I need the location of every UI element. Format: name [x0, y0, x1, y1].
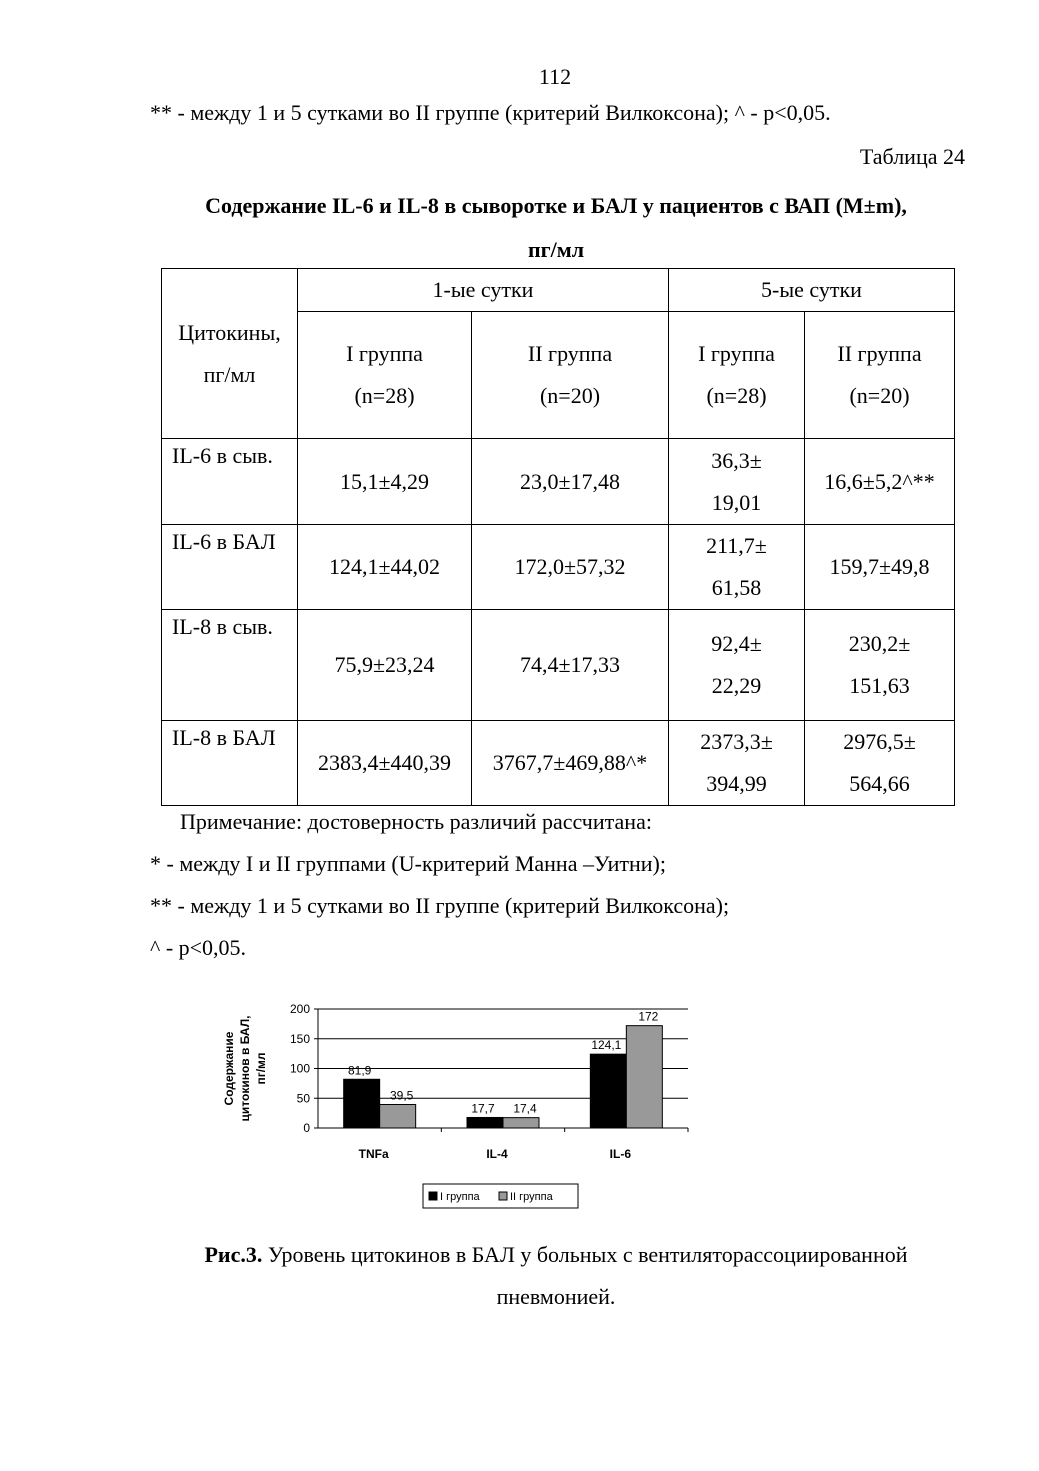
- cell-line: 2976,5±: [843, 729, 916, 754]
- group-header: [298, 312, 472, 439]
- table-cell: [805, 610, 955, 721]
- cell-line: 19,01: [711, 489, 762, 515]
- row-label: IL-6 в сыв.: [162, 439, 298, 525]
- table-title-line2: пг/мл: [527, 237, 585, 262]
- bar: [590, 1054, 626, 1128]
- bar: [626, 1026, 662, 1128]
- cell-line: 564,66: [849, 771, 910, 796]
- table-cell: 15,1±4,29: [298, 439, 472, 525]
- figure-caption: [100, 1234, 1012, 1318]
- cell-line: 22,29: [711, 673, 762, 698]
- y-tick-label: 50: [296, 1091, 310, 1106]
- y-tick-label: 100: [289, 1061, 310, 1076]
- table-cell: 2383,4±440,39: [298, 721, 472, 806]
- table-row: [162, 610, 955, 721]
- day5-header: 5-ые сутки: [669, 269, 955, 312]
- table-row: [162, 525, 955, 610]
- caption-label: Рис.3.: [204, 1242, 263, 1267]
- bar: [344, 1079, 380, 1128]
- data-label: 124,1: [591, 1038, 622, 1053]
- row-label: IL-8 в БАЛ: [162, 721, 298, 806]
- group-name: I группа: [346, 341, 423, 366]
- category-label: TNFa: [358, 1147, 389, 1161]
- group-header: [669, 312, 805, 439]
- table-row: [162, 721, 955, 806]
- legend-swatch: [429, 1192, 437, 1200]
- legend-label: II группа: [510, 1191, 553, 1203]
- note-line: ** - между 1 и 5 сутками во II группе (критерий Вилкоксона);: [150, 893, 730, 918]
- y-tick-label: 200: [289, 1002, 310, 1016]
- group-name: II группа: [527, 341, 613, 366]
- cell-line: 2373,3±: [700, 729, 773, 754]
- cell-line: 61,58: [711, 575, 762, 600]
- table-cell: [805, 721, 955, 806]
- data-label: 81,9: [347, 1063, 372, 1078]
- page-number: 112: [538, 64, 572, 89]
- table-cell: 74,4±17,33: [472, 610, 669, 721]
- cell-line: 92,4±: [711, 631, 762, 656]
- table-label: Таблица 24: [859, 144, 965, 169]
- category-label: IL-6: [609, 1147, 632, 1161]
- table-title: [100, 184, 1012, 272]
- rowhead-header-line1: Цитокины,: [178, 319, 281, 345]
- caption-line2: пневмонией.: [496, 1284, 616, 1309]
- y-axis-label: Содержание: [222, 1031, 236, 1106]
- table-cell: 23,0±17,48: [472, 439, 669, 525]
- table-cell: 16,6±5,2^**: [805, 439, 955, 525]
- bar-chart-svg: [205, 995, 705, 1215]
- bar: [380, 1104, 416, 1128]
- y-tick-label: 150: [289, 1031, 310, 1046]
- data-label: 17,7: [471, 1101, 495, 1116]
- table-cell: [669, 439, 805, 525]
- note-line: ^ - р<0,05.: [150, 935, 247, 960]
- table-cell: [669, 610, 805, 721]
- y-tick-label: 0: [303, 1121, 310, 1135]
- bar-chart: [205, 995, 705, 1215]
- y-axis-label: пг/мл: [254, 1052, 268, 1085]
- data-label: 39,5: [389, 1088, 414, 1103]
- rowhead-header: [162, 269, 298, 439]
- row-label: IL-8 в сыв.: [162, 610, 298, 721]
- table-cell: [669, 525, 805, 610]
- legend-label: I группа: [440, 1191, 480, 1203]
- data-label: 172: [638, 1009, 659, 1024]
- row-label: IL-6 в БАЛ: [162, 525, 298, 610]
- group-n: (n=28): [354, 383, 415, 408]
- group-n: (n=20): [539, 383, 601, 408]
- cell-line: 36,3±: [711, 447, 762, 473]
- top-note: ** - между 1 и 5 сутками во II группе (критерий Вилкоксона); ^ - р<0,05.: [150, 100, 831, 125]
- cell-line: 394,99: [706, 771, 767, 796]
- cell-line: 151,63: [849, 673, 910, 698]
- day1-header: 1-ые сутки: [298, 269, 669, 312]
- group-n: (n=28): [706, 383, 767, 408]
- group-header: [805, 312, 955, 439]
- table-cell: 159,7±49,8: [805, 525, 955, 610]
- table-cell: 75,9±23,24: [298, 610, 472, 721]
- table-title-line1: Содержание IL-6 и IL-8 в сыворотке и БАЛ у пациентов с ВАП (М±m),: [205, 193, 907, 218]
- legend-swatch: [499, 1192, 507, 1200]
- table-cell: 124,1±44,02: [298, 525, 472, 610]
- table-cell: [669, 721, 805, 806]
- category-label: IL-4: [486, 1147, 508, 1161]
- caption-text: Уровень цитокинов в БАЛ у больных с вентиляторассоциированной: [262, 1242, 908, 1267]
- note-line: * - между I и II группами (U-критерий Манна –Уитни);: [150, 851, 666, 876]
- cytokine-table: [161, 268, 955, 806]
- table-row: [162, 439, 955, 525]
- group-name: I группа: [698, 341, 775, 366]
- cell-line: 230,2±: [848, 631, 911, 656]
- group-n: (n=20): [849, 383, 910, 408]
- rowhead-header-line2: пг/мл: [203, 361, 256, 387]
- cell-line: 211,7±: [706, 533, 767, 558]
- table-cell: 172,0±57,32: [472, 525, 669, 610]
- y-axis-label: цитокинов в БАЛ,: [238, 1015, 252, 1122]
- note-heading: Примечание: достоверность различий рассчитана:: [180, 809, 652, 834]
- bar: [503, 1118, 539, 1128]
- bar: [467, 1117, 503, 1128]
- group-header: [472, 312, 669, 439]
- table-cell: 3767,7±469,88^*: [472, 721, 669, 806]
- data-label: 17,4: [513, 1101, 537, 1116]
- group-name: II группа: [837, 341, 922, 366]
